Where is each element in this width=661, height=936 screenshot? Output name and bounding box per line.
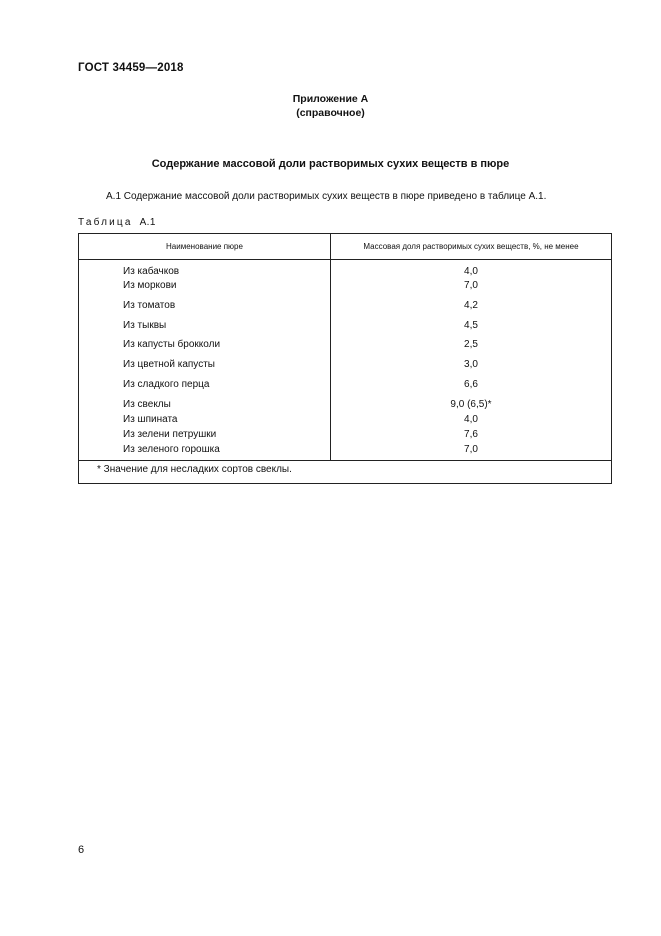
row-name: Из тыквы: [79, 320, 331, 340]
row-value: 4,5: [331, 320, 612, 340]
annex-kind: (справочное): [296, 107, 365, 119]
table-row: [79, 280, 612, 300]
data-table: [78, 233, 612, 484]
table-row: [79, 379, 612, 399]
table-row: [79, 300, 612, 320]
row-value: 4,0: [331, 414, 612, 429]
row-name: Из моркови: [79, 280, 331, 300]
row-value: 3,0: [331, 359, 612, 379]
row-name: Из шпината: [79, 414, 331, 429]
table-row: [79, 399, 612, 414]
table-row: [79, 429, 612, 444]
paragraph-a1: А.1 Содержание массовой доли растворимых сухих веществ в пюре приведено в таблице А.1.: [106, 191, 547, 202]
section-title: Содержание массовой доли растворимых сухих веществ в пюре: [151, 158, 510, 170]
table-header-row: [79, 234, 612, 260]
row-value: 2,5: [331, 339, 612, 359]
table-caption: [78, 217, 156, 228]
column-header-value: Массовая доля растворимых сухих веществ, %, не менее: [331, 234, 612, 260]
row-value: 7,0: [331, 280, 612, 300]
row-name: Из кабачков: [79, 260, 331, 281]
row-name: Из сладкого перца: [79, 379, 331, 399]
table-row: [79, 260, 612, 281]
table-footnote-row: [79, 460, 612, 483]
table-row: [79, 359, 612, 379]
row-value: 4,0: [331, 260, 612, 281]
table-row: [79, 339, 612, 359]
annex-title: Приложение А: [292, 93, 369, 105]
row-value: 6,6: [331, 379, 612, 399]
row-value: 7,0: [331, 444, 612, 461]
row-name: Из цветной капусты: [79, 359, 331, 379]
row-name: Из томатов: [79, 300, 331, 320]
page-number: 6: [78, 844, 85, 856]
row-name: Из свеклы: [79, 399, 331, 414]
row-value: 9,0 (6,5)*: [331, 399, 612, 414]
table-row: [79, 414, 612, 429]
table-caption-word: Таблица: [78, 217, 133, 228]
table-row: [79, 444, 612, 461]
table-row: [79, 320, 612, 340]
row-value: 4,2: [331, 300, 612, 320]
row-name: Из зеленого горошка: [79, 444, 331, 461]
column-header-name: Наименование пюре: [79, 234, 331, 260]
table-footnote: * Значение для несладких сортов свеклы.: [79, 460, 612, 483]
row-name: Из капусты брокколи: [79, 339, 331, 359]
table-caption-number: А.1: [139, 217, 156, 228]
standard-designation: ГОСТ 34459—2018: [78, 62, 184, 74]
row-name: Из зелени петрушки: [79, 429, 331, 444]
row-value: 7,6: [331, 429, 612, 444]
